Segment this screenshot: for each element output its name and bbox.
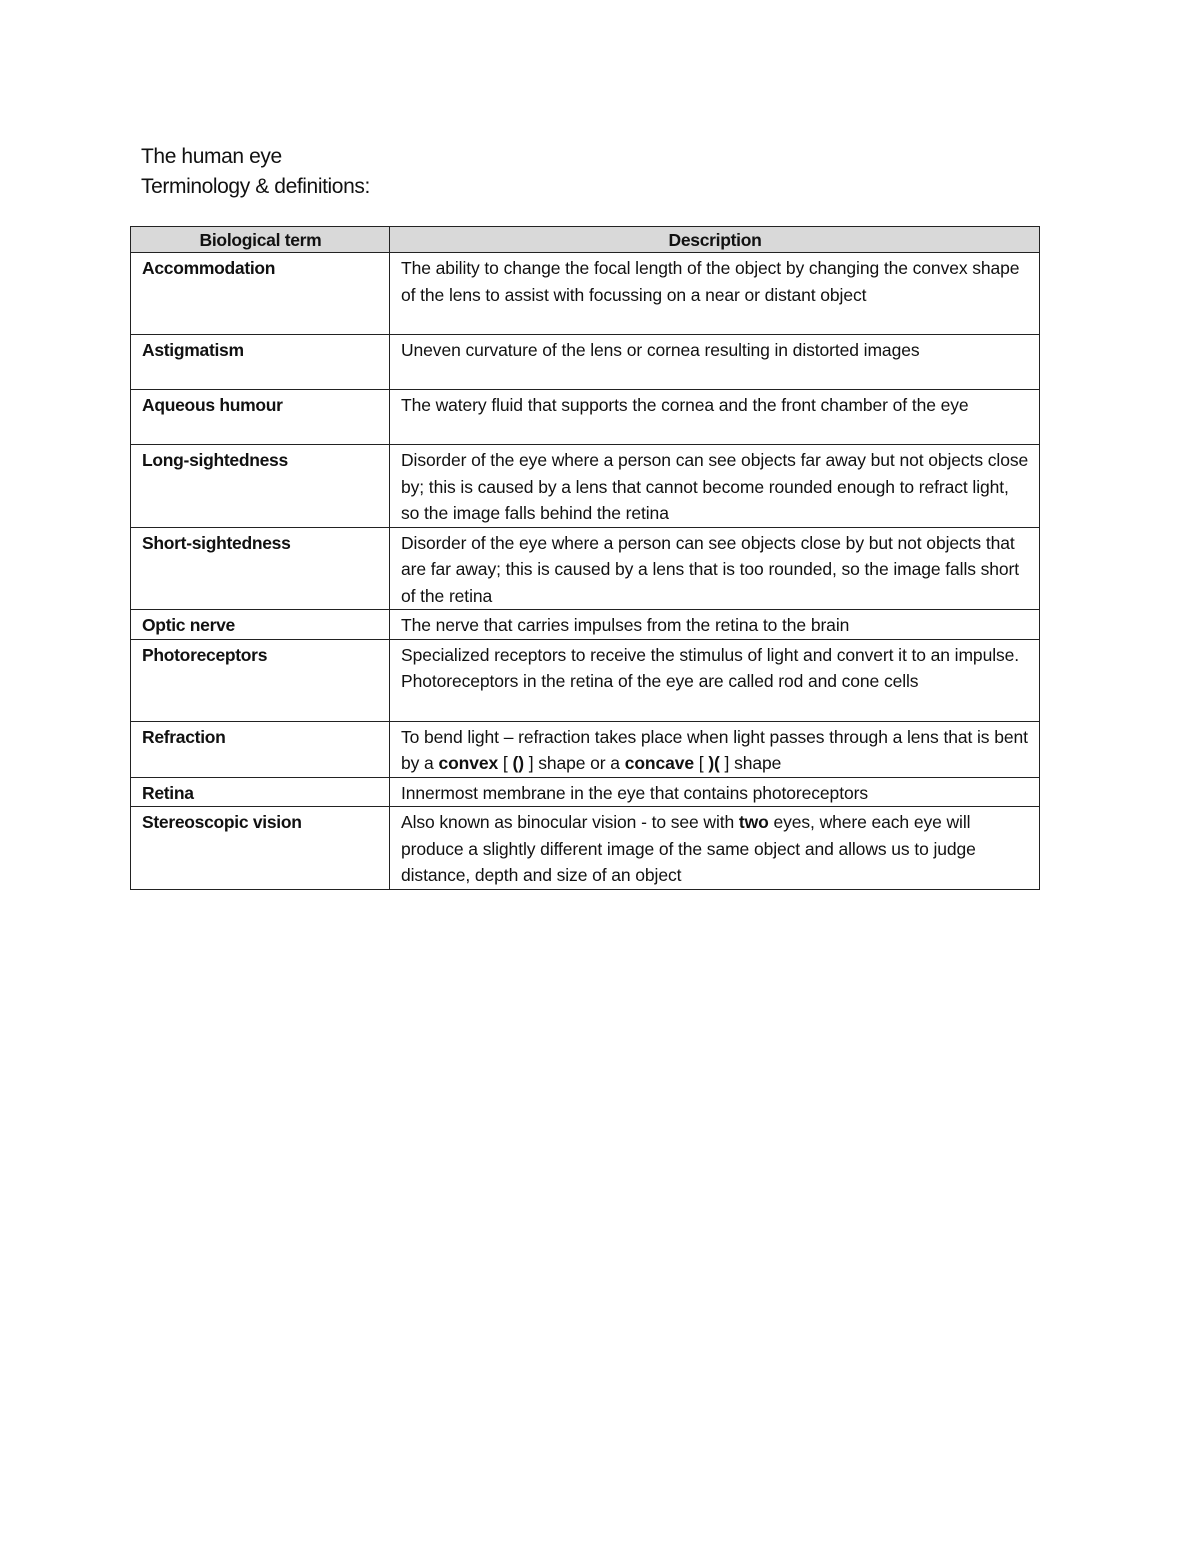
term-cell: Long-sightedness bbox=[131, 445, 390, 528]
term-cell: Refraction bbox=[131, 721, 390, 777]
term-cell: Retina bbox=[131, 777, 390, 807]
table-row bbox=[131, 445, 1040, 528]
concave-symbol: )( bbox=[708, 753, 720, 773]
description-text: [ bbox=[498, 753, 513, 773]
term-cell: Astigmatism bbox=[131, 335, 390, 390]
table-row bbox=[131, 335, 1040, 390]
description-cell: Innermost membrane in the eye that contains photoreceptors bbox=[390, 777, 1040, 807]
description-text: To bend light – refraction takes place when light passes through a lens that is bent by a bbox=[401, 726, 1028, 773]
description-cell: The nerve that carries impulses from the retina to the brain bbox=[390, 610, 1040, 640]
description-text: Also known as binocular vision - to see with bbox=[401, 812, 739, 832]
description-cell: Disorder of the eye where a person can see objects far away but not objects close by; this is caused by a lens that cannot become rounded enough to refract light, so the image falls behind the retina bbox=[390, 445, 1040, 528]
description-cell: Uneven curvature of the lens or cornea resulting in distorted images bbox=[390, 335, 1040, 390]
table-row bbox=[131, 390, 1040, 445]
document-subtitle: Terminology & definitions: bbox=[141, 175, 370, 198]
description-text: ] shape bbox=[719, 753, 782, 773]
table-row bbox=[131, 253, 1040, 335]
document-heading bbox=[141, 142, 370, 202]
table-row bbox=[131, 610, 1040, 640]
description-cell bbox=[390, 721, 1040, 777]
header-description: Description bbox=[390, 227, 1040, 253]
emphasis-convex: convex bbox=[438, 753, 499, 773]
term-cell: Photoreceptors bbox=[131, 639, 390, 721]
table-header-row bbox=[131, 227, 1040, 253]
emphasis-two: two bbox=[738, 812, 769, 832]
document-title: The human eye bbox=[141, 145, 282, 168]
header-biological-term: Biological term bbox=[131, 227, 390, 253]
table-row bbox=[131, 639, 1040, 721]
description-cell: The ability to change the focal length of the object by changing the convex shape of the lens to assist with focussing on a near or distant object bbox=[390, 253, 1040, 335]
convex-symbol: () bbox=[512, 753, 524, 773]
table-row bbox=[131, 807, 1040, 890]
description-text: eyes, where each eye will produce a slightly different image of the same object and allows us to judge distance, depth and size of an object bbox=[401, 812, 976, 885]
table-row bbox=[131, 777, 1040, 807]
description-cell: Disorder of the eye where a person can see objects close by but not objects that are far away; this is caused by a lens that is too rounded, so the image falls short of the retina bbox=[390, 527, 1040, 610]
description-cell: The watery fluid that supports the cornea and the front chamber of the eye bbox=[390, 390, 1040, 445]
term-cell: Accommodation bbox=[131, 253, 390, 335]
term-cell: Aqueous humour bbox=[131, 390, 390, 445]
term-cell: Stereoscopic vision bbox=[131, 807, 390, 890]
table-row bbox=[131, 721, 1040, 777]
description-cell: Specialized receptors to receive the stimulus of light and convert it to an impulse. Photoreceptors in the retina of the eye are called rod and cone cells bbox=[390, 639, 1040, 721]
terminology-table bbox=[130, 226, 1040, 890]
description-cell bbox=[390, 807, 1040, 890]
description-text: [ bbox=[694, 753, 709, 773]
table-row bbox=[131, 527, 1040, 610]
term-cell: Short-sightedness bbox=[131, 527, 390, 610]
term-cell: Optic nerve bbox=[131, 610, 390, 640]
description-text: ] shape or a bbox=[523, 753, 625, 773]
emphasis-concave: concave bbox=[624, 753, 695, 773]
